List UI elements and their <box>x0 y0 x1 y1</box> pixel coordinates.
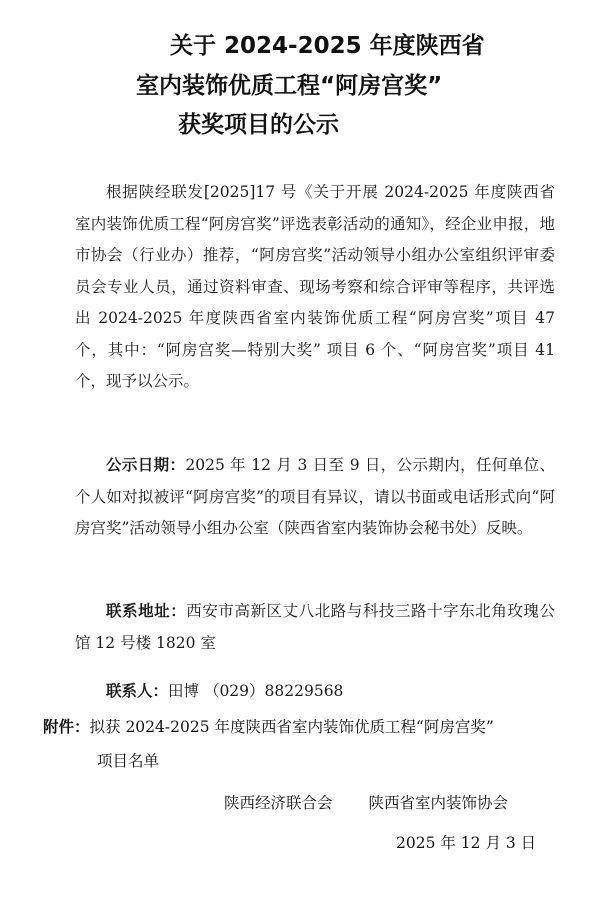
intro-paragraph: 根据陕经联发[2025]17 号《关于开展 2024-2025 年度陕西省室内装饰优质工程“阿房宫奖”评选表彰活动的通知》，经企业申报，地市协会（行业办）推荐，“阿房宫奖”活动领导小组办公室组织评审委员会专业人员，通过资料审查、现场考察和综合评审等程序，共评选出 2024-2025 年度陕西省室内装饰优质工程“阿房宫奖”项目 47 个，其中：“阿房宫奖—特别大奖” 项目 6 个、“阿房宫奖”项目 41 个，现予以公示。 <box>75 183 555 390</box>
notice-period-label: 公示日期： <box>106 456 186 474</box>
attachment-label: 附件： <box>43 718 90 736</box>
title-line-1: 关于 2024-2025 年度陕西省 <box>170 33 485 59</box>
contact-paragraph <box>75 676 555 708</box>
attachment-line <box>43 711 563 743</box>
address-text: 西安市高新区丈八北路与科技三路十字东北角玫瑰公馆 12 号楼 1820 室 <box>75 602 555 652</box>
contact-text: 田博 （029）88229568 <box>168 682 344 700</box>
signature-org-1: 陕西经济联合会 <box>224 794 333 812</box>
attachment-text: 拟获 2024-2025 年度陕西省室内装饰优质工程“阿房宫奖” <box>89 718 494 736</box>
notice-period-paragraph <box>75 450 555 545</box>
title-line-3: 获奖项目的公示 <box>178 112 339 138</box>
signature-date: 2025 年 12 月 3 日 <box>396 834 537 852</box>
notice-period-text: 2025 年 12 月 3 日至 9 日，公示期内，任何单位、个人如对拟被评“阿房宫奖”的项目有异议，请以书面或电话形式向“阿房宫奖”活动领导小组办公室（陕西省室内装饰协会秘书处）反映。 <box>75 456 555 537</box>
attachment-text-continued: 项目名单 <box>97 752 160 770</box>
address-paragraph <box>75 596 555 659</box>
address-label: 联系地址： <box>106 602 187 620</box>
signature-org-2: 陕西省室内装饰协会 <box>368 794 509 812</box>
title-line-2: 室内装饰优质工程“阿房宫奖” <box>136 73 443 99</box>
contact-label: 联系人： <box>106 682 169 700</box>
signature-orgs <box>224 788 508 818</box>
